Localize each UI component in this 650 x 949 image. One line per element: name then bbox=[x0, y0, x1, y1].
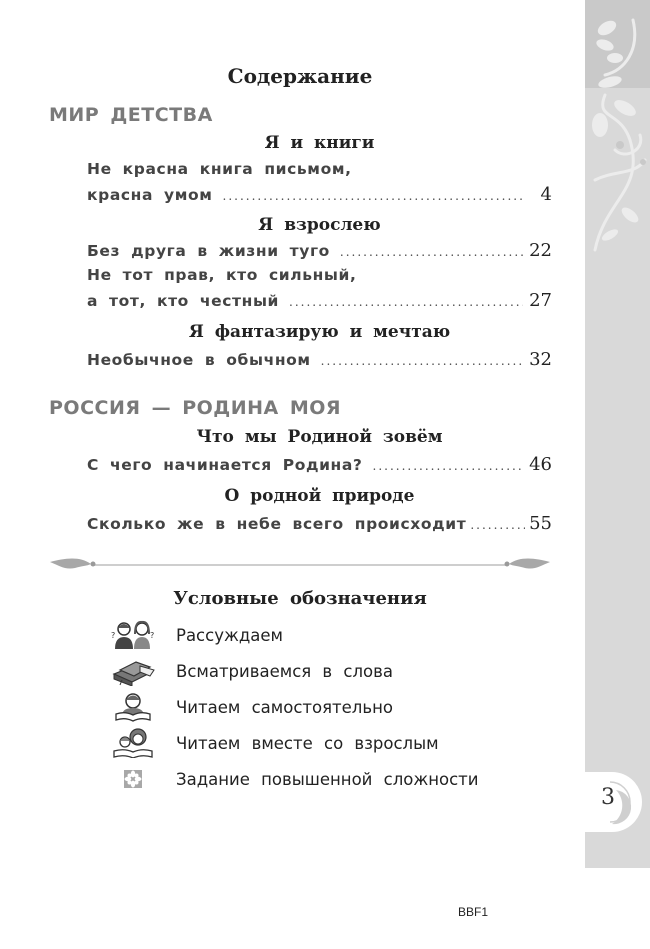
legend-item bbox=[108, 620, 283, 650]
toc-entry-line: а тот, кто честный bbox=[87, 292, 280, 310]
svg-text:?: ? bbox=[150, 631, 155, 640]
legend-label: Читаем самостоятельно bbox=[176, 697, 393, 717]
toc-page-number: 4 bbox=[540, 184, 552, 205]
legend-label: Читаем вместе со взрослым bbox=[176, 733, 439, 753]
toc-page-number: 27 bbox=[529, 290, 552, 311]
ornamental-divider-icon bbox=[45, 554, 555, 576]
toc-entry[interactable] bbox=[87, 511, 552, 538]
leader-dots bbox=[223, 183, 524, 209]
legend-item bbox=[108, 656, 393, 686]
reading-alone-icon bbox=[108, 692, 158, 722]
toc-entry[interactable] bbox=[87, 238, 552, 265]
leader-dots bbox=[373, 453, 524, 479]
subsection-heading: Я фантазирую и мечтаю bbox=[188, 322, 451, 342]
legend-label: Всматриваемся в слова bbox=[176, 661, 393, 681]
toc-entry[interactable] bbox=[87, 452, 552, 479]
toc-entry-line: Сколько же в небе всего происходит bbox=[87, 515, 467, 533]
decorative-sidebar bbox=[585, 0, 650, 868]
legend-label: Рассуждаем bbox=[176, 625, 283, 645]
leader-dots bbox=[321, 348, 523, 374]
toc-entry-line: Без друга в жизни туго bbox=[87, 242, 330, 260]
subsection-heading: Я взрослею bbox=[258, 215, 381, 235]
svg-text:?: ? bbox=[111, 631, 116, 640]
toc-entry-line: С чего начинается Родина? bbox=[87, 456, 363, 474]
legend-label: Задание повышенной сложности bbox=[176, 769, 479, 789]
leader-dots bbox=[289, 289, 523, 315]
legend-item bbox=[108, 692, 393, 722]
toc-page-number: 22 bbox=[529, 240, 552, 261]
toc-entry[interactable] bbox=[87, 156, 552, 209]
subsection-heading: Что мы Родиной зовём bbox=[196, 427, 443, 447]
toc-entry[interactable] bbox=[87, 347, 552, 374]
legend-item bbox=[108, 764, 479, 794]
toc-page-number: 32 bbox=[529, 349, 552, 370]
page-title: Содержание bbox=[227, 64, 373, 88]
advanced-task-icon bbox=[108, 764, 158, 794]
books-icon bbox=[108, 656, 158, 686]
discuss-icon bbox=[108, 620, 158, 650]
subsection-heading: О родной природе bbox=[224, 486, 415, 506]
reading-together-icon bbox=[108, 728, 158, 758]
toc-entry-line: Не тот прав, кто сильный, bbox=[87, 266, 357, 284]
toc-page-number: 46 bbox=[529, 454, 552, 475]
floral-ornament-icon bbox=[585, 0, 650, 260]
subsection-heading: Я и книги bbox=[264, 133, 375, 153]
toc-entry-line: Необычное в обычном bbox=[87, 351, 311, 369]
section-heading: МИР ДЕТСТВА bbox=[49, 104, 213, 126]
leader-dots bbox=[470, 512, 525, 538]
section-heading: РОССИЯ — РОДИНА МОЯ bbox=[49, 397, 342, 419]
page-number: 3 bbox=[601, 785, 615, 810]
legend-item bbox=[108, 728, 439, 758]
toc-page-number: 55 bbox=[529, 513, 552, 534]
legend-title: Условные обозначения bbox=[173, 588, 427, 609]
toc-entry-line: Не красна книга письмом, bbox=[87, 160, 352, 178]
footer-code: BBF1 bbox=[458, 905, 489, 919]
toc-entry-line: красна умом bbox=[87, 186, 213, 204]
toc-entry[interactable] bbox=[87, 262, 552, 315]
